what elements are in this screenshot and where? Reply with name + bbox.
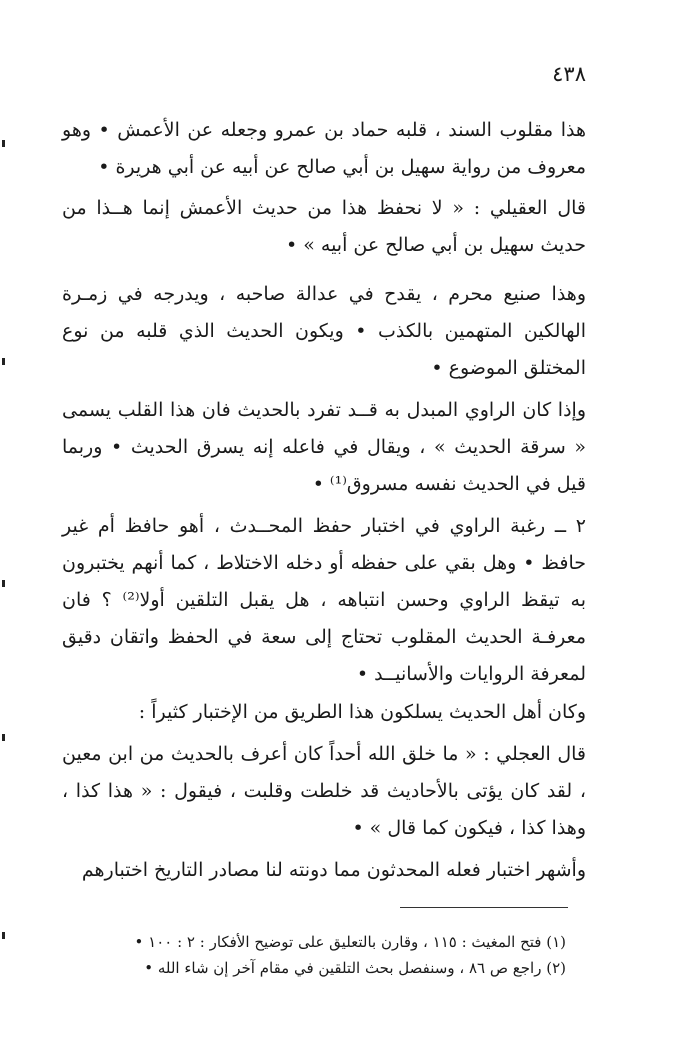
- page-number: ٤٣٨: [552, 62, 586, 86]
- margin-mark: [2, 358, 5, 365]
- margin-mark: [2, 932, 5, 939]
- paragraph-maqlub-sanad: هذا مقلوب السند ، قلبه حماد بن عمرو وجعله عن الأعمش • وهو معروف من رواية سهيل بن أبي صالح عن أبيه عن أبي هريرة •: [62, 119, 586, 178]
- margin-mark: [2, 734, 5, 741]
- margin-mark: [2, 580, 5, 587]
- paragraph-testing-memory: ٢ ــ رغبة الراوي في اختبار حفظ المحــدث ، أهو حافظ أم غير حافظ • وهل بقي على حفظه أو دخله الاختلاط ، كما أنهم يختبرون به تيقظ الراوي وحسن انتباهه ، هل يقبل التلقين أولا⁽²⁾ ؟ فان معرفـة الحديث المقلوب تحتاج إلى سعة في الحفظ واتقان دقيق لمعرفة الروايات والأسانيــد •: [62, 515, 586, 685]
- paragraph-sariqat-hadith: وإذا كان الراوي المبدل به قــد تفرد بالحديث فان هذا القلب يسمى « سرقة الحديث » ، ويقال في فاعله إنه يسرق الحديث • وربما قيل في الحديث نفسه مسروق⁽¹⁾ •: [62, 399, 586, 495]
- margin-mark: [2, 140, 5, 147]
- paragraph-famous-test: وأشهر اختبار فعله المحدثون مما دونته لنا مصادر التاريخ اختبارهم: [81, 859, 586, 881]
- paragraph-ijli-quote: قال العجلي : « ما خلق الله أحداً كان أعرف بالحديث من ابن معين ، لقد كان يؤتى بالأحاديث قد خلطت وقلبت ، فيقول : « هذا كذا ، وهذا كذا ، فيكون كما قال » •: [62, 743, 586, 839]
- footnote-2: (٢) راجع ص ٨٦ ، وسنفصل بحث التلقين في مقام آخر إن شاء الله •: [144, 959, 566, 977]
- paragraph-forbidden-act: وهذا صنيع محرم ، يقدح في عدالة صاحبه ، ويدرجه في زمـرة الهالكين المتهمين بالكذب • ويكون الحديث الذي قلبه من نوع المختلق الموضوع •: [62, 283, 586, 379]
- paragraph-ahl-hadith: وكان أهل الحديث يسلكون هذا الطريق من الإختبار كثيراً :: [138, 701, 586, 723]
- footnote-divider: [400, 907, 568, 908]
- footnote-1: (١) فتح المغيث : ١١٥ ، وقارن بالتعليق على توضيح الأفكار : ٢ : ١٠٠ •: [134, 933, 566, 951]
- paragraph-uqayli-quote: قال العقيلي : « لا نحفظ هذا من حديث الأعمش إنما هــذا من حديث سهيل بن أبي صالح عن أبيه » •: [62, 197, 586, 256]
